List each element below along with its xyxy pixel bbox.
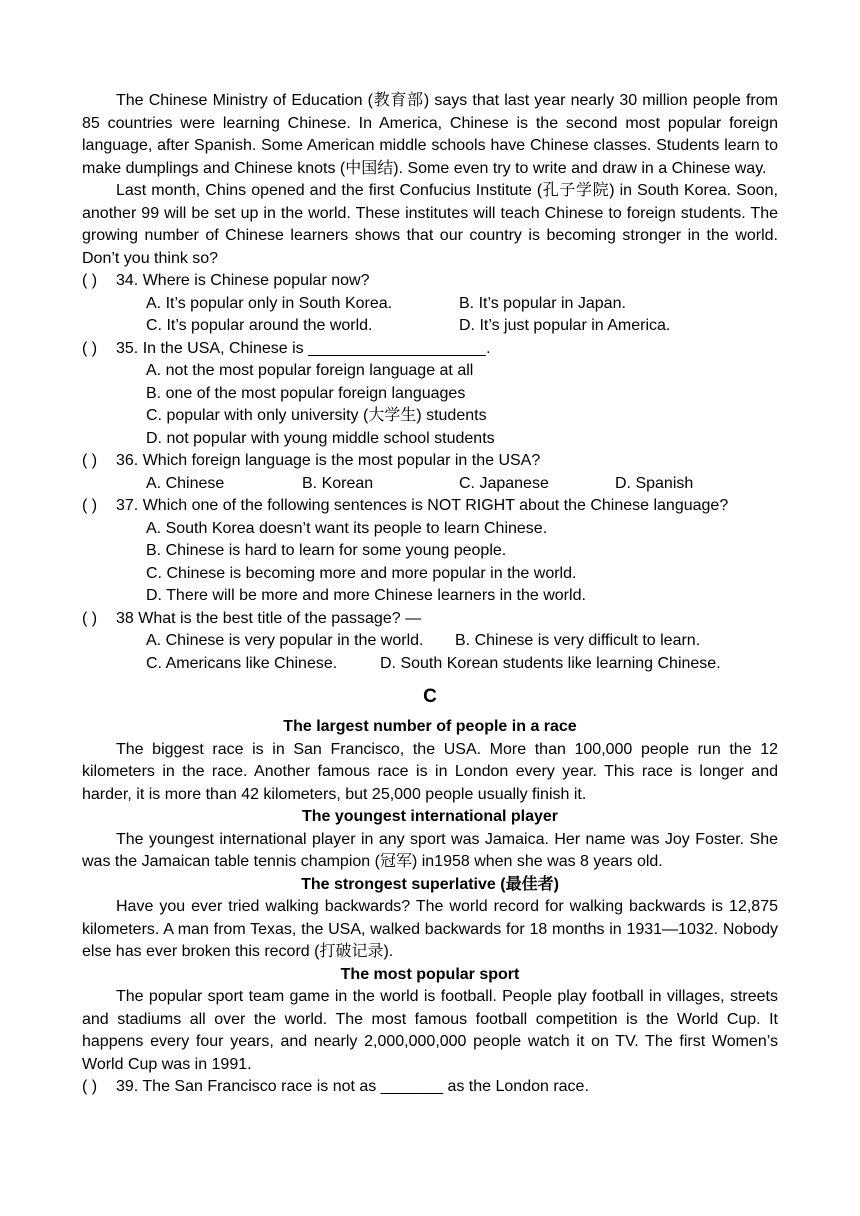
section-letter: C (423, 686, 437, 707)
section-paragraph: The biggest race is in San Francisco, the USA. More than 100,000 people run the 12 kilometers in the race. Another famous race is in London every year. This race is longer and harder, it is more than 42 kilometers, but 25,000 people usually finish it. (82, 740, 778, 803)
section-heading: The most popular sport (340, 965, 520, 983)
option-d: D. There will be more and more Chinese learners in the world. (146, 587, 586, 604)
answer-blank[interactable]: ( ) (82, 272, 98, 289)
option-b: B. It’s popular in Japan. (459, 294, 626, 312)
option-row (82, 473, 778, 496)
option-b: B. Korean (302, 474, 374, 492)
option-row (82, 315, 778, 338)
option-a: A. Chinese (146, 474, 225, 492)
question-stem: 37. Which one of the following sentences is NOT RIGHT about the Chinese language? (116, 497, 729, 514)
section-heading: The youngest international player (301, 808, 559, 825)
question-39 (82, 1076, 778, 1099)
option-row (82, 360, 778, 383)
option-c: C. popular with only university (大学生) students (146, 407, 487, 424)
option-a: A. South Korea doesn’t want its people to learn Chinese. (146, 519, 548, 537)
option-c: C. Japanese (459, 474, 549, 492)
option-a: A. not the most popular foreign language at all (146, 362, 474, 379)
question-36 (82, 450, 778, 473)
option-c: C. It’s popular around the world. (146, 317, 373, 334)
section-paragraph: Have you ever tried walking backwards? The world record for walking backwards is 12,875 kilometers. A man from Texas, the USA, walked backwards for 18 months in 1931—1032. Nobody else has ever broken this record (打破记录). (82, 898, 778, 960)
question-stem: 35. In the USA, Chinese is ____________________. (116, 339, 491, 357)
section-heading: The largest number of people in a race (283, 718, 577, 735)
section-paragraph: The youngest international player in any sport was Jamaica. Her name was Joy Foster. She was the Jamaican table tennis champion (冠军) in1958 when she was 8 years old. (82, 830, 778, 870)
option-row (82, 518, 778, 541)
option-row (82, 383, 778, 406)
option-a: A. Chinese is very popular in the world. (146, 632, 424, 649)
option-c: C. Americans like Chinese. (146, 654, 338, 672)
option-row (82, 428, 778, 451)
option-d: D. not popular with young middle school students (146, 429, 495, 447)
question-35 (82, 338, 778, 361)
option-row (82, 563, 778, 586)
question-38 (82, 608, 778, 631)
option-a: A. It’s popular only in South Korea. (146, 294, 393, 312)
option-b: B. Chinese is hard to learn for some young people. (146, 542, 507, 559)
question-37 (82, 495, 778, 518)
answer-blank[interactable]: ( ) (82, 339, 98, 357)
worksheet-page (82, 90, 778, 1099)
option-row (82, 630, 778, 653)
section-paragraph: The popular sport team game in the world is football. People play football in villages, streets and stadiums all over the world. The most famous football competition is the World Cup. It happens every four years, and nearly 2,000,000,000 people watch it on TV. The first Women’s World Cup was in 1991. (82, 988, 778, 1073)
question-stem: 36. Which foreign language is the most popular in the USA? (116, 452, 541, 469)
option-row (82, 405, 778, 428)
option-row (82, 585, 778, 608)
passage-b-paragraph-1: The Chinese Ministry of Education (教育部) says that last year nearly 30 million people from 85 countries were learning Chinese. In America, Chinese is the second most popular foreign language, after Spanish. Some American middle schools have Chinese classes. Students learn to make dumplings and Chinese knots (中国结). Some even try to write and draw in a Chinese way. (82, 92, 778, 177)
option-b: B. Chinese is very difficult to learn. (455, 632, 701, 649)
answer-blank[interactable]: ( ) (82, 452, 98, 469)
option-d: D. Spanish (615, 474, 694, 492)
question-stem: 39. The San Francisco race is not as _______ as the London race. (116, 1078, 589, 1095)
option-d: D. South Korean students like learning Chinese. (380, 654, 721, 672)
question-34 (82, 270, 778, 293)
passage-b-paragraph-2: Last month, Chins opened and the first Confucius Institute (孔子学院) in South Korea. Soon, another 99 will be set up in the world. These institutes will teach Chinese to foreign students. The growing number of Chinese learners shows that our country is becoming stronger in the world. Don’t you think so? (82, 182, 778, 267)
question-stem: 38 What is the best title of the passage? — (116, 609, 422, 627)
section-heading: The strongest superlative (最佳者) (301, 875, 559, 893)
answer-blank[interactable]: ( ) (82, 1078, 98, 1095)
option-row (82, 653, 778, 676)
option-c: C. Chinese is becoming more and more popular in the world. (146, 564, 577, 582)
option-d: D. It’s just popular in America. (459, 317, 671, 334)
option-b: B. one of the most popular foreign languages (146, 384, 466, 402)
option-row (82, 293, 778, 316)
answer-blank[interactable]: ( ) (82, 497, 98, 514)
option-row (82, 540, 778, 563)
question-stem: 34. Where is Chinese popular now? (116, 272, 370, 289)
answer-blank[interactable]: ( ) (82, 609, 98, 627)
